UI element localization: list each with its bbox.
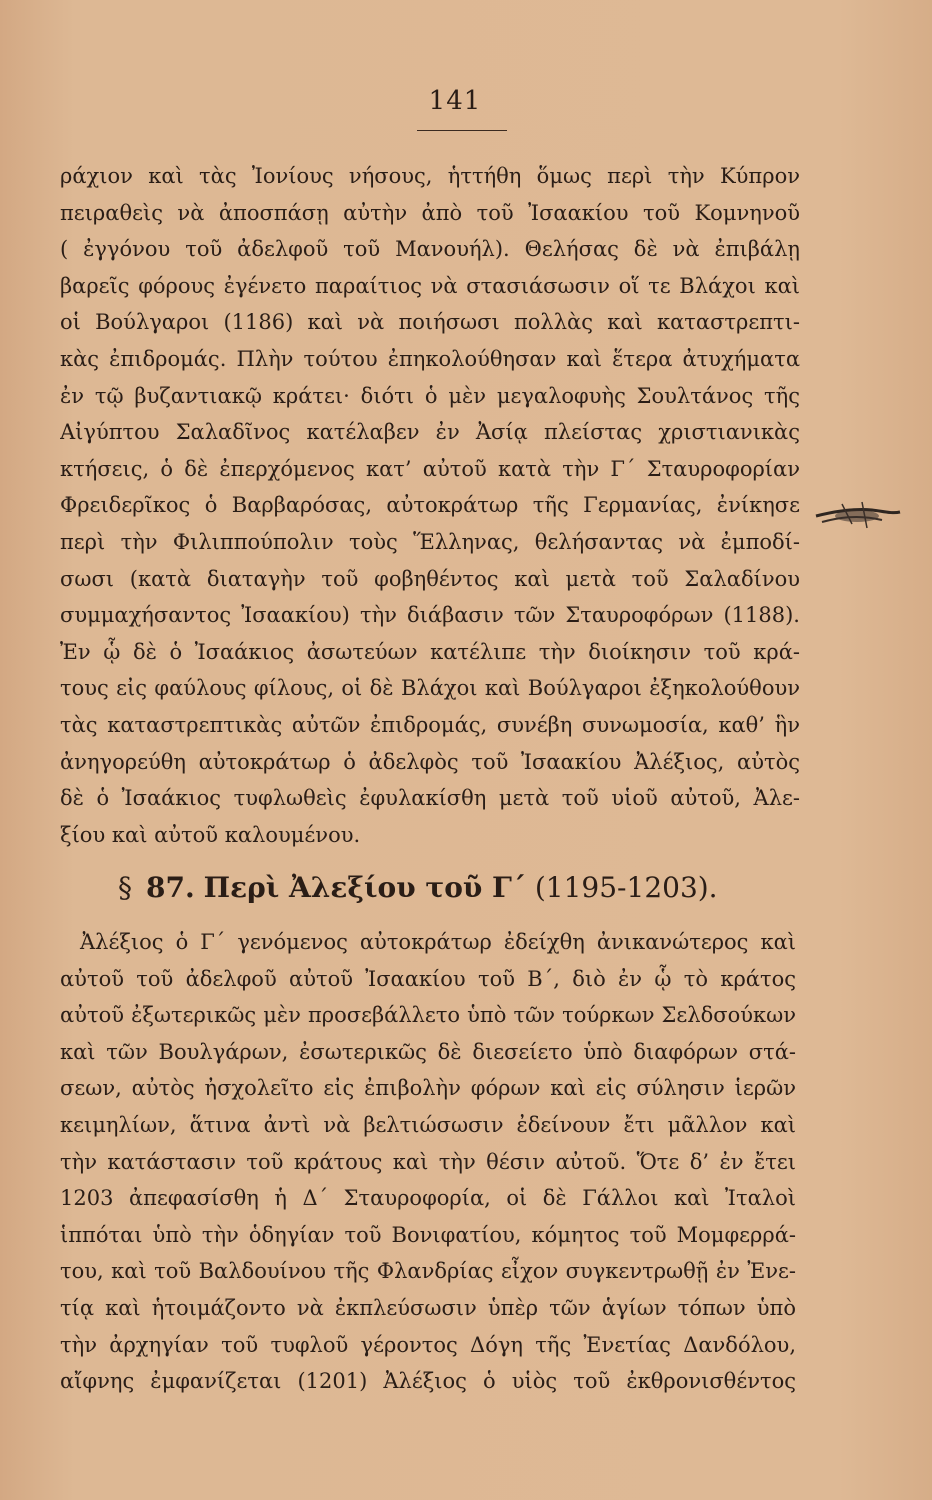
text-line: τίᾳ καὶ ἡτοιμάζοντο νὰ ἐκπλεύσωσιν ὑπὲρ τῶν ἁγίων τόπων ὑπὸ — [60, 1295, 796, 1320]
text-line: πειραθεὶς νὰ ἀποσπάσῃ αὐτὴν ἀπὸ τοῦ Ἰσαακίου τοῦ Κομνηνοῦ — [60, 200, 800, 225]
page-number: 141 — [428, 86, 482, 116]
text-line: καὶ τῶν Βουλγάρων, ἐσωτερικῶς δὲ διεσείετο ὑπὸ διαφόρων στά- — [60, 1039, 796, 1064]
section-number: 87. — [146, 871, 195, 904]
text-line: Ἀλέξιος ὁ Γ΄ γενόμενος αὐτοκράτωρ ἐδείχθη ἀνικανώτερος καὶ — [80, 930, 796, 954]
text-line: ( ἐγγόνου τοῦ ἀδελφοῦ τοῦ Μανουήλ). Θελήσας δὲ νὰ ἐπιβάλῃ — [60, 237, 800, 262]
text-line: Φρειδερῖκος ὁ Βαρβαρόσας, αὐτοκράτωρ τῆς Γερμανίας, ἐνίκησε — [60, 493, 800, 518]
text-line: περὶ τὴν Φιλιππούπολιν τοὺς Ἕλληνας, θελήσαντας νὰ ἐμποδί- — [60, 529, 800, 554]
section-title: Περὶ Ἀλεξίου τοῦ Γ΄ — [203, 871, 526, 904]
header-rule — [417, 130, 507, 131]
text-line: Αἰγύπτου Σαλαδῖνος κατέλαβεν ἐν Ἀσίᾳ πλείστας χριστιανικὰς — [60, 420, 800, 445]
text-line: κειμηλίων, ἅτινα ἀντὶ νὰ βελτιώσωσιν ἐδείνουν ἔτι μᾶλλον καὶ — [60, 1112, 796, 1137]
text-line: 1203 ἀπεφασίσθη ἡ Δ΄ Σταυροφορία, οἱ δὲ Γάλλοι καὶ Ἰταλοὶ — [60, 1186, 796, 1211]
text-line: σωσι (κατὰ διαταγὴν τοῦ φοβηθέντος καὶ μετὰ τοῦ Σαλαδίνου — [60, 566, 800, 591]
text-line: Ἐν ᾧ δὲ ὁ Ἰσαάκιος ἀσωτεύων κατέλιπε τὴν διοίκησιν τοῦ κρά- — [60, 639, 800, 664]
paragraph-2 — [60, 924, 796, 1400]
text-line: σεων, αὐτὸς ἠσχολεῖτο εἰς ἐπιβολὴν φόρων καὶ εἰς σύλησιν ἱερῶν — [60, 1076, 796, 1101]
text-line: συμμαχήσαντος Ἰσαακίου) τὴν διάβασιν τῶν Σταυροφόρων (1188). — [60, 603, 800, 628]
text-line: κὰς ἐπιδρομάς. Πλὴν τούτου ἐπηκολούθησαν καὶ ἕτερα ἀτυχήματα — [60, 346, 800, 371]
text-line: τους εἰς φαύλους φίλους, οἱ δὲ Βλάχοι καὶ Βούλγαροι ἐξηκολούθουν — [60, 676, 800, 701]
text-line: αὐτοῦ τοῦ ἀδελφοῦ αὐτοῦ Ἰσαακίου τοῦ Β΄, διὸ ἐν ᾧ τὸ κράτος — [60, 966, 796, 991]
text-line: οἱ Βούλγαροι (1186) καὶ νὰ ποιήσωσι πολλὰς καὶ καταστρεπτι- — [60, 310, 800, 335]
section-heading — [118, 868, 758, 908]
paragraph-1 — [60, 158, 800, 853]
section-years: (1195-1203). — [534, 871, 718, 904]
text-line: κτήσεις, ὁ δὲ ἐπερχόμενος κατ’ αὐτοῦ κατὰ τὴν Γ΄ Σταυροφορίαν — [60, 456, 800, 481]
text-line: αἴφνης ἐμφανίζεται (1201) Ἀλέξιος ὁ υἱὸς τοῦ ἐκθρονισθέντος — [60, 1369, 796, 1394]
text-line: ξίου καὶ αὐτοῦ καλουμένου. — [60, 822, 361, 847]
text-line: τὰς καταστρεπτικὰς αὐτῶν ἐπιδρομάς, συνέβη συνωμοσία, καθ’ ἣν — [60, 712, 800, 737]
text-line: ἀνηγορεύθη αὐτοκράτωρ ὁ ἀδελφὸς τοῦ Ἰσαακίου Ἀλέξιος, αὐτὸς — [60, 749, 800, 774]
section-symbol: § — [118, 871, 132, 904]
text-line: ράχιον καὶ τὰς Ἰονίους νήσους, ἡττήθη ὅμως περὶ τὴν Κύπρον — [60, 164, 800, 188]
ink-mark-icon — [812, 494, 902, 544]
text-line: τὴν ἀρχηγίαν τοῦ τυφλοῦ γέροντος Δόγη τῆς Ἐνετίας Δανδόλου, — [60, 1332, 796, 1357]
text-line: του, καὶ τοῦ Βαλδουίνου τῆς Φλανδρίας εἶχον συγκεντρωθῇ ἐν Ἐνε- — [60, 1259, 796, 1284]
text-line: ἐν τῷ βυζαντιακῷ κράτει· διότι ὁ μὲν μεγαλοφυὴς Σουλτάνος τῆς — [60, 383, 800, 408]
text-line: ἱππόται ὑπὸ τὴν ὁδηγίαν τοῦ Βονιφατίου, κόμητος τοῦ Μομφερρά- — [60, 1222, 796, 1247]
text-line: αὐτοῦ ἐξωτερικῶς μὲν προσεβάλλετο ὑπὸ τῶν τούρκων Σελδσούκων — [60, 1003, 796, 1028]
text-line: τὴν κατάστασιν τοῦ κράτους καὶ τὴν θέσιν αὐτοῦ. Ὅτε δ’ ἐν ἔτει — [60, 1149, 796, 1174]
text-line: βαρεῖς φόρους ἐγένετο παραίτιος νὰ στασιάσωσιν οἵ τε Βλάχοι καὶ — [60, 273, 800, 298]
text-line: δὲ ὁ Ἰσαάκιος τυφλωθεὶς ἐφυλακίσθη μετὰ τοῦ υἱοῦ αὐτοῦ, Ἀλε- — [60, 786, 800, 811]
